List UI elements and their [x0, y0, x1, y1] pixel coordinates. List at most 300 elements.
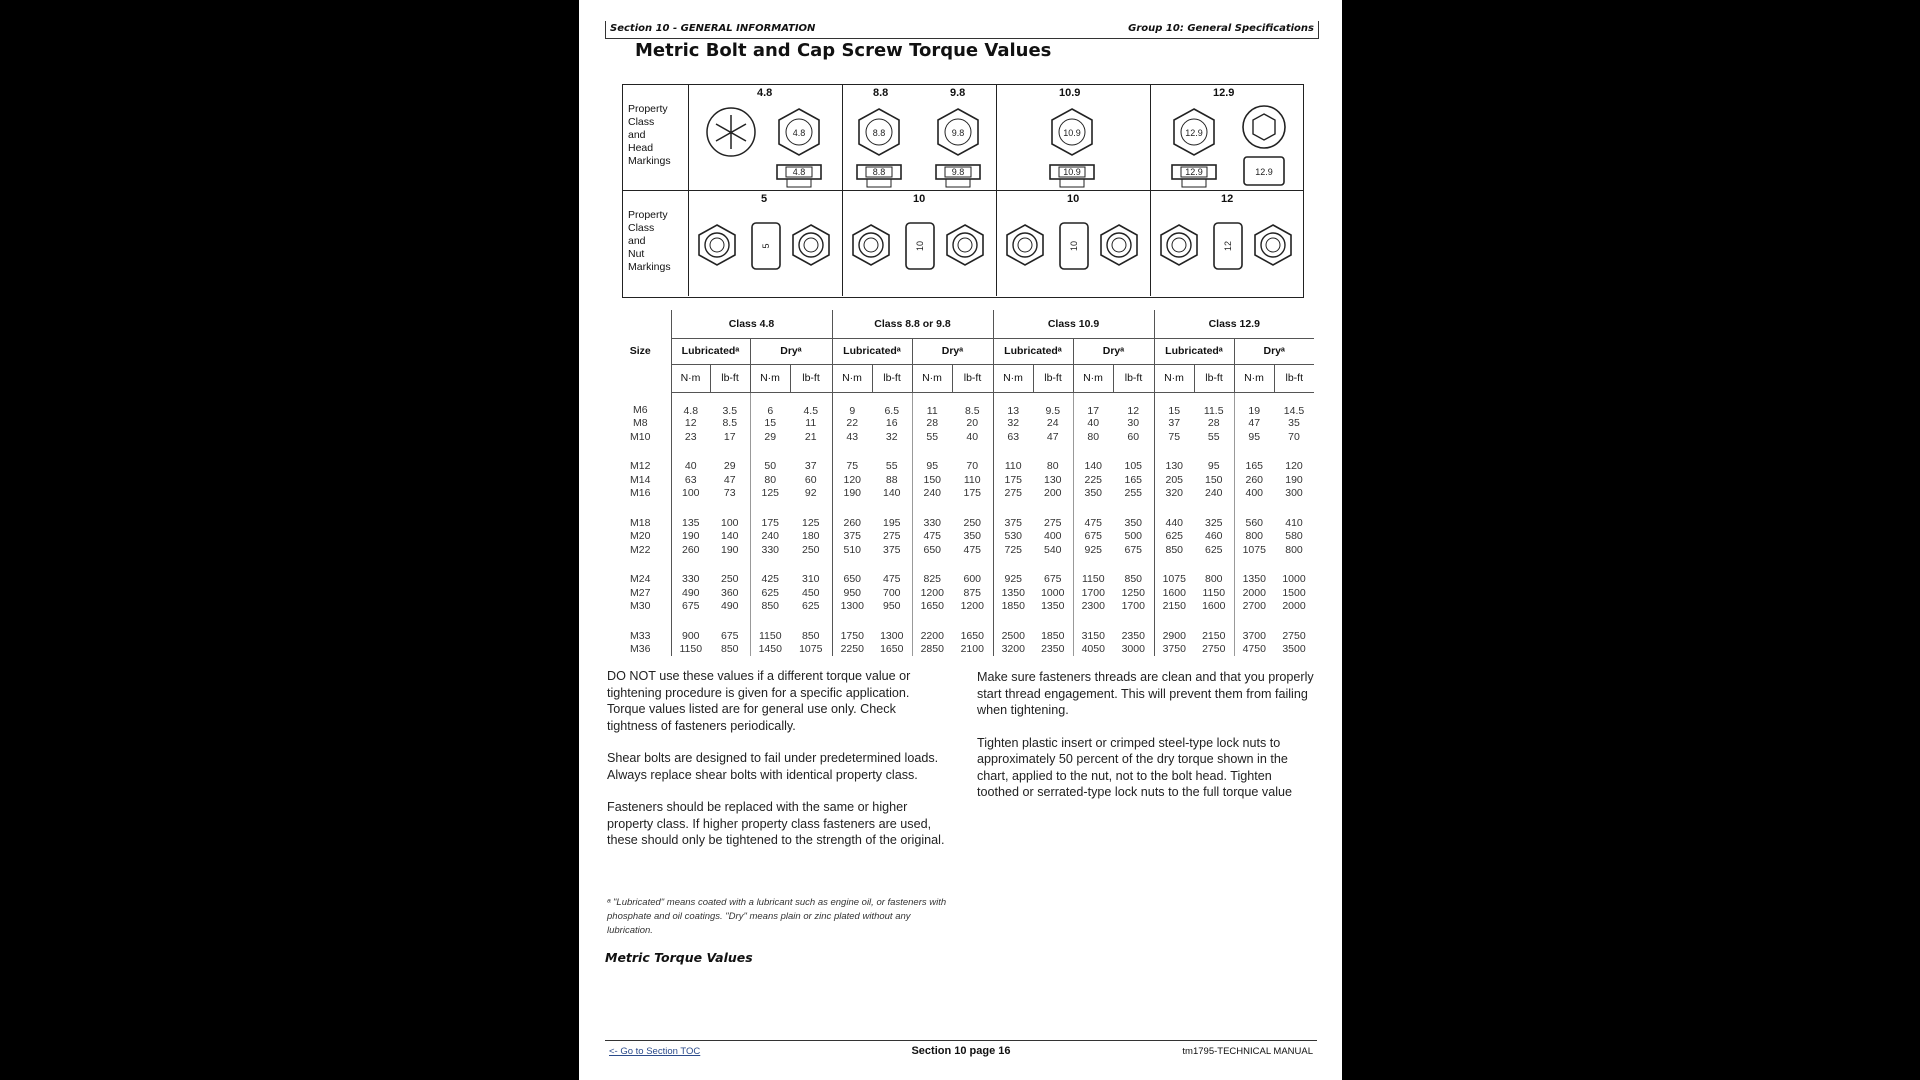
torque-cell: 13 — [993, 392, 1033, 417]
torque-cell: 330 — [912, 516, 952, 530]
table-row — [610, 629, 1314, 643]
note-paragraph: Fasteners should be replaced with the same or higher property class. If higher property class fasteners are used, these should only be tightened to the strength of the original. — [607, 800, 945, 847]
class-label: 4.8 — [757, 87, 773, 99]
torque-cell: 17 — [1073, 392, 1113, 417]
spacer-cell — [912, 557, 952, 573]
class-8-8-9-8-cell — [842, 85, 997, 190]
spacer-cell — [993, 613, 1033, 629]
bolt-4-8-icon — [689, 85, 843, 190]
torque-cell: 180 — [801, 530, 820, 543]
torque-cell: 11 — [912, 392, 952, 417]
torque-cell: 30 — [1127, 417, 1140, 430]
torque-cell: 140 — [882, 487, 901, 500]
torque-cell: 2700 — [1234, 600, 1274, 614]
torque-cell: 1075 — [1234, 543, 1274, 557]
unit-header: lb-ft — [1194, 364, 1234, 392]
class-label: 9.8 — [950, 87, 966, 99]
torque-cell: 500 — [1124, 530, 1143, 543]
torque-cell: 2000 — [1234, 586, 1274, 600]
nut-class-12-icon — [1151, 191, 1304, 296]
torque-cell: 100 — [671, 487, 710, 501]
torque-cell: 140 — [720, 530, 739, 543]
torque-cell: 6 — [750, 392, 790, 417]
torque-cell: 260 — [1234, 473, 1274, 487]
table-row — [610, 600, 1314, 614]
torque-cell: 275 — [993, 487, 1033, 501]
torque-cell: 190 — [720, 543, 739, 556]
size-header: Size — [629, 345, 651, 357]
group-spacer — [610, 613, 1314, 629]
torque-cell: 80 — [1073, 430, 1113, 444]
spacer-cell — [710, 613, 750, 629]
label-line: Class — [628, 222, 655, 234]
torque-cell: 8.5 — [722, 417, 738, 430]
table-row — [610, 487, 1314, 501]
note-paragraph: Shear bolts are designed to fail under predetermined loads. Always replace shear bolts with identical property class. — [607, 751, 939, 782]
spacer-cell — [1194, 500, 1234, 516]
torque-cell: 12 — [671, 417, 710, 431]
spacer-cell — [1073, 613, 1113, 629]
svg-text:4.8: 4.8 — [792, 167, 806, 177]
torque-cell: 17 — [723, 430, 736, 443]
condition-header-row — [610, 338, 1314, 364]
spacer-cell — [671, 613, 710, 629]
property-class-markings-figure — [622, 84, 1304, 298]
torque-cell: 240 — [912, 487, 952, 501]
class-label: 8.8 — [873, 87, 889, 99]
torque-cell: 9 — [832, 392, 872, 417]
spacer-cell — [671, 444, 710, 460]
torque-cell: 675 — [720, 629, 739, 642]
torque-cell: 190 — [1285, 473, 1303, 486]
class-header: Class 10.9 — [993, 310, 1154, 338]
torque-cell: 29 — [723, 460, 736, 473]
torque-cell: 200 — [1043, 487, 1062, 500]
unit-header: N·m — [671, 364, 710, 392]
size-cell: M12 — [630, 460, 651, 473]
torque-cell: 80 — [750, 473, 790, 487]
torque-cell: 375 — [832, 530, 872, 544]
torque-cell: 1850 — [1041, 629, 1065, 642]
torque-cell: 650 — [912, 543, 952, 557]
torque-cell: 675 — [1043, 573, 1062, 586]
bolt-8-8-9-8-icon — [843, 85, 997, 190]
torque-cell: 14.5 — [1283, 404, 1305, 417]
condition-header: Dryᵃ — [750, 338, 832, 364]
nut-class-10-icon — [843, 191, 997, 296]
unit-header: lb-ft — [790, 364, 832, 392]
spacer-cell — [872, 500, 912, 516]
size-cell: M18 — [630, 516, 651, 529]
torque-cell: 1150 — [1202, 586, 1226, 599]
torque-cell: 95 — [912, 460, 952, 474]
spacer-cell — [952, 444, 993, 460]
spacer-cell — [1194, 613, 1234, 629]
torque-cell: 275 — [882, 530, 901, 543]
torque-cell: 1200 — [912, 586, 952, 600]
torque-cell: 2850 — [912, 643, 952, 657]
condition-header: Dryᵃ — [912, 338, 993, 364]
spacer-cell — [1073, 557, 1113, 573]
torque-cell: 32 — [885, 430, 898, 443]
section-toc-link[interactable]: <- Go to Section TOC — [609, 1046, 701, 1057]
spacer-cell — [832, 444, 872, 460]
table-row — [610, 417, 1314, 431]
torque-cell: 11.5 — [1203, 404, 1224, 417]
torque-cell: 1000 — [1041, 586, 1065, 599]
spacer-cell — [912, 613, 952, 629]
torque-cell: 1500 — [1282, 586, 1306, 599]
size-cell: M33 — [630, 629, 651, 642]
spacer-cell — [610, 444, 671, 460]
torque-cell: 3700 — [1234, 629, 1274, 643]
torque-cell: 3.5 — [722, 404, 738, 417]
svg-text:10: 10 — [1069, 240, 1079, 252]
svg-text:10: 10 — [915, 240, 925, 252]
spacer-cell — [610, 613, 671, 629]
torque-cell: 260 — [832, 516, 872, 530]
torque-cell: 16 — [885, 417, 898, 430]
torque-cell: 2750 — [1202, 643, 1226, 656]
torque-cell: 4.8 — [671, 392, 710, 417]
torque-cell: 325 — [1204, 516, 1223, 529]
spacer-cell — [1234, 500, 1274, 516]
label-line: Markings — [628, 261, 671, 273]
torque-cell: 675 — [1124, 543, 1143, 556]
torque-cell: 625 — [801, 600, 820, 613]
torque-cell: 240 — [1204, 487, 1223, 500]
torque-cell: 2200 — [912, 629, 952, 643]
nut-class-10-cell — [842, 191, 997, 296]
torque-cell: 100 — [720, 516, 739, 529]
torque-cell: 2150 — [1154, 600, 1194, 614]
spacer-cell — [1274, 557, 1314, 573]
torque-cell: 375 — [882, 543, 901, 556]
torque-cell: 150 — [912, 473, 952, 487]
spacer-cell — [832, 613, 872, 629]
torque-cell: 625 — [750, 586, 790, 600]
torque-cell: 1450 — [750, 643, 790, 657]
spacer-cell — [952, 613, 993, 629]
torque-cell: 175 — [750, 516, 790, 530]
unit-header: lb-ft — [710, 364, 750, 392]
torque-cell: 225 — [1073, 473, 1113, 487]
torque-cell: 135 — [671, 516, 710, 530]
footnote: ᵃ "Lubricated" means coated with a lubricant such as engine oil, or fasteners with phosphate and oil coatings. "Dry" means plain or zinc plated without any lubrication. — [607, 897, 947, 936]
torque-cell: 75 — [832, 460, 872, 474]
torque-cell: 1150 — [1073, 573, 1113, 587]
condition-header: Lubricatedᵃ — [1154, 338, 1234, 364]
torque-cell: 2000 — [1282, 600, 1306, 613]
spacer-cell — [993, 444, 1033, 460]
table-row — [610, 586, 1314, 600]
torque-cell: 37 — [1154, 417, 1194, 431]
torque-cell: 1850 — [993, 600, 1033, 614]
nut-class-10-alt-icon — [997, 191, 1151, 296]
torque-table-header — [610, 310, 1314, 392]
unit-header: N·m — [993, 364, 1033, 392]
torque-cell: 165 — [1234, 460, 1274, 474]
torque-cell: 43 — [832, 430, 872, 444]
torque-cell: 190 — [671, 530, 710, 544]
size-cell: M8 — [632, 417, 648, 430]
torque-cell: 1250 — [1121, 586, 1145, 599]
torque-cell: 40 — [966, 430, 979, 443]
spacer-cell — [1154, 444, 1194, 460]
torque-cell: 125 — [801, 516, 820, 529]
torque-cell: 850 — [750, 600, 790, 614]
spacer-cell — [1033, 613, 1073, 629]
spacer-cell — [1234, 444, 1274, 460]
table-row — [610, 473, 1314, 487]
torque-cell: 28 — [912, 417, 952, 431]
torque-cell: 105 — [1124, 460, 1143, 473]
spacer-cell — [912, 444, 952, 460]
document-page — [579, 0, 1342, 1080]
torque-cell: 47 — [1046, 430, 1059, 443]
size-cell: M36 — [630, 643, 651, 656]
torque-cell: 2250 — [832, 643, 872, 657]
class-header: Class 12.9 — [1154, 310, 1314, 338]
condition-header: Dryᵃ — [1073, 338, 1154, 364]
torque-cell: 3150 — [1073, 629, 1113, 643]
class-header: Class 8.8 or 9.8 — [832, 310, 993, 338]
torque-cell: 625 — [1154, 530, 1194, 544]
figure-caption: Metric Torque Values — [605, 950, 753, 965]
torque-cell: 410 — [1285, 516, 1303, 529]
torque-cell: 2100 — [960, 643, 984, 656]
torque-cell: 28 — [1207, 417, 1220, 430]
torque-cell: 925 — [993, 573, 1033, 587]
label-line: Class — [628, 116, 655, 128]
table-row — [610, 530, 1314, 544]
torque-cell: 450 — [801, 586, 820, 599]
condition-header: Lubricatedᵃ — [671, 338, 750, 364]
table-row — [610, 430, 1314, 444]
torque-cell: 580 — [1285, 530, 1303, 543]
torque-cell: 950 — [882, 600, 901, 613]
torque-cell: 29 — [750, 430, 790, 444]
torque-cell: 1000 — [1282, 573, 1306, 586]
torque-cell: 3000 — [1121, 643, 1145, 656]
torque-cell: 15 — [750, 417, 790, 431]
spacer-cell — [952, 557, 993, 573]
torque-cell: 850 — [1124, 573, 1143, 586]
torque-cell: 460 — [1204, 530, 1223, 543]
torque-cell: 310 — [801, 573, 820, 586]
spacer-cell — [1073, 500, 1113, 516]
svg-text:9.8: 9.8 — [951, 128, 965, 138]
torque-cell: 475 — [963, 543, 982, 556]
torque-cell: 850 — [801, 629, 820, 642]
size-cell: M24 — [630, 573, 651, 586]
torque-cell: 240 — [750, 530, 790, 544]
unit-header: lb-ft — [872, 364, 912, 392]
head-markings-row — [623, 85, 1303, 190]
nut-class-5-icon — [689, 191, 843, 296]
torque-cell: 330 — [671, 573, 710, 587]
torque-cell: 725 — [993, 543, 1033, 557]
torque-cell: 2500 — [993, 629, 1033, 643]
torque-cell: 125 — [750, 487, 790, 501]
torque-cell: 175 — [963, 487, 982, 500]
size-cell: M27 — [630, 586, 651, 599]
page-number: Section 10 page 16 — [911, 1045, 1011, 1057]
class-label: 10 — [913, 193, 926, 205]
spacer-cell — [790, 444, 832, 460]
unit-header: N·m — [1234, 364, 1274, 392]
torque-cell: 300 — [1285, 487, 1303, 500]
spacer-cell — [790, 613, 832, 629]
torque-cell: 2350 — [1041, 643, 1065, 656]
torque-cell: 375 — [993, 516, 1033, 530]
nut-class-12-cell — [1150, 191, 1304, 296]
torque-cell: 63 — [671, 473, 710, 487]
condition-header: Lubricatedᵃ — [993, 338, 1073, 364]
spacer-cell — [750, 613, 790, 629]
table-row — [610, 543, 1314, 557]
torque-cell: 130 — [1043, 473, 1062, 486]
torque-cell: 2150 — [1202, 629, 1226, 642]
torque-cell: 650 — [832, 573, 872, 587]
torque-cell: 800 — [1204, 573, 1223, 586]
manual-id: tm1795-TECHNICAL MANUAL — [1182, 1046, 1313, 1057]
torque-cell: 1200 — [960, 600, 984, 613]
label-line: Head — [628, 142, 654, 154]
spacer-cell — [1154, 557, 1194, 573]
torque-cell: 2350 — [1121, 629, 1145, 642]
page-header — [605, 21, 1319, 39]
spacer-cell — [1194, 557, 1234, 573]
spacer-cell — [1113, 557, 1154, 573]
group-spacer — [610, 500, 1314, 516]
class-label: 10 — [1067, 193, 1080, 205]
torque-cell: 205 — [1154, 473, 1194, 487]
unit-header: lb-ft — [952, 364, 993, 392]
torque-cell: 1150 — [671, 643, 710, 657]
spacer-cell — [671, 500, 710, 516]
torque-cell: 55 — [885, 460, 898, 473]
page-title: Metric Bolt and Cap Screw Torque Values — [635, 40, 1052, 61]
torque-cell: 1600 — [1202, 600, 1226, 613]
bolt-12-9-icon — [1151, 85, 1304, 190]
torque-cell: 120 — [1285, 460, 1303, 473]
torque-cell: 190 — [832, 487, 872, 501]
spacer-cell — [750, 444, 790, 460]
torque-cell: 63 — [993, 430, 1033, 444]
torque-cell: 9.5 — [1045, 404, 1061, 417]
spacer-cell — [872, 557, 912, 573]
torque-cell: 800 — [1285, 543, 1303, 556]
size-cell: M16 — [630, 487, 651, 500]
spacer-cell — [610, 500, 671, 516]
torque-cell: 250 — [801, 543, 820, 556]
torque-cell: 4.5 — [803, 404, 819, 417]
nut-class-5-cell — [688, 191, 843, 296]
label-line: Markings — [628, 155, 671, 167]
torque-cell: 11 — [805, 417, 817, 430]
torque-cell: 8.5 — [964, 404, 980, 417]
spacer-cell — [1234, 613, 1274, 629]
spacer-cell — [750, 500, 790, 516]
torque-cell: 675 — [1073, 530, 1113, 544]
torque-cell: 925 — [1073, 543, 1113, 557]
torque-cell: 425 — [750, 573, 790, 587]
torque-cell: 32 — [993, 417, 1033, 431]
spacer-cell — [1234, 557, 1274, 573]
spacer-cell — [750, 557, 790, 573]
spacer-cell — [872, 444, 912, 460]
spacer-cell — [993, 557, 1033, 573]
svg-text:12.9: 12.9 — [1255, 167, 1273, 177]
torque-cell: 330 — [750, 543, 790, 557]
spacer-cell — [1113, 500, 1154, 516]
label-line: Property — [628, 209, 668, 221]
spacer-cell — [1154, 500, 1194, 516]
class-12-9-cell — [1150, 85, 1304, 190]
size-cell: M20 — [630, 530, 651, 543]
spacer-cell — [1113, 613, 1154, 629]
torque-cell: 360 — [720, 586, 739, 599]
torque-cell: 540 — [1043, 543, 1062, 556]
spacer-cell — [1274, 500, 1314, 516]
condition-header: Dryᵃ — [1234, 338, 1314, 364]
unit-header: N·m — [1154, 364, 1194, 392]
bolt-10-9-icon — [997, 85, 1151, 190]
torque-cell: 40 — [1073, 417, 1113, 431]
torque-cell: 140 — [1073, 460, 1113, 474]
class-label: 10.9 — [1059, 87, 1081, 99]
spacer-cell — [1274, 444, 1314, 460]
torque-cell: 70 — [1288, 430, 1300, 443]
torque-cell: 275 — [1043, 516, 1062, 529]
torque-cell: 12 — [1127, 404, 1140, 417]
torque-cell: 40 — [671, 460, 710, 474]
nut-markings-row — [623, 190, 1303, 296]
torque-cell: 23 — [671, 430, 710, 444]
size-cell: M14 — [630, 473, 651, 486]
header-section: Section 10 - GENERAL INFORMATION — [610, 23, 816, 34]
unit-header: lb-ft — [1033, 364, 1073, 392]
spacer-cell — [1033, 444, 1073, 460]
torque-cell: 75 — [1154, 430, 1194, 444]
torque-cell: 4050 — [1073, 643, 1113, 657]
table-row — [610, 573, 1314, 587]
group-spacer — [610, 444, 1314, 460]
torque-cell: 150 — [1204, 473, 1223, 486]
head-markings-label — [628, 103, 686, 168]
torque-cell: 400 — [1234, 487, 1274, 501]
torque-cell: 1750 — [832, 629, 872, 643]
spacer-cell — [872, 613, 912, 629]
torque-cell: 530 — [993, 530, 1033, 544]
nut-markings-label — [628, 209, 686, 274]
group-spacer — [610, 557, 1314, 573]
unit-header-row — [610, 364, 1314, 392]
torque-values-table — [610, 310, 1314, 656]
unit-header: N·m — [750, 364, 790, 392]
spacer-cell — [1113, 444, 1154, 460]
svg-text:10.9: 10.9 — [1063, 128, 1081, 138]
spacer-cell — [1274, 613, 1314, 629]
torque-cell: 475 — [912, 530, 952, 544]
svg-text:8.8: 8.8 — [872, 167, 886, 177]
torque-cell: 1350 — [993, 586, 1033, 600]
torque-cell: 73 — [723, 487, 736, 500]
torque-cell: 1075 — [799, 643, 823, 656]
torque-cell: 3200 — [993, 643, 1033, 657]
table-row — [610, 643, 1314, 657]
